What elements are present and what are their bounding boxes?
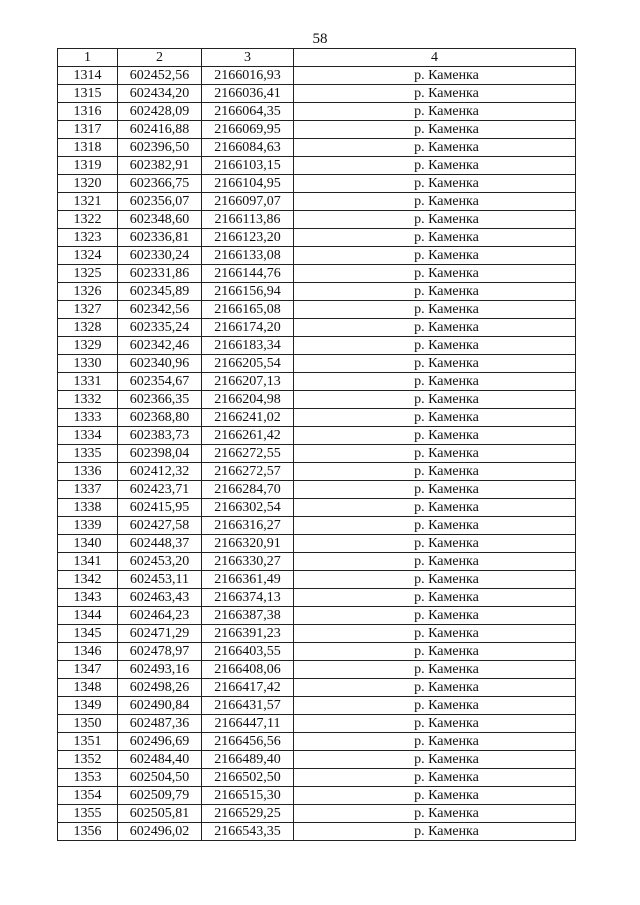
- table-row: [58, 553, 576, 571]
- object-name-cell: р. Каменка: [294, 337, 576, 355]
- x-coordinate-cell: 602509,79: [118, 787, 202, 805]
- point-number-cell: 1352: [58, 751, 118, 769]
- x-coordinate-cell: 602493,16: [118, 661, 202, 679]
- object-name-cell: р. Каменка: [294, 625, 576, 643]
- object-name-cell: р. Каменка: [294, 643, 576, 661]
- object-name-cell: р. Каменка: [294, 373, 576, 391]
- point-number-cell: 1321: [58, 193, 118, 211]
- y-coordinate-cell: 2166272,55: [202, 445, 294, 463]
- x-coordinate-cell: 602382,91: [118, 157, 202, 175]
- x-coordinate-cell: 602396,50: [118, 139, 202, 157]
- y-coordinate-cell: 2166069,95: [202, 121, 294, 139]
- y-coordinate-cell: 2166316,27: [202, 517, 294, 535]
- x-coordinate-cell: 602345,89: [118, 283, 202, 301]
- object-name-cell: р. Каменка: [294, 553, 576, 571]
- x-coordinate-cell: 602498,26: [118, 679, 202, 697]
- point-number-cell: 1343: [58, 589, 118, 607]
- object-name-cell: р. Каменка: [294, 751, 576, 769]
- table-row: [58, 463, 576, 481]
- table-body: [58, 67, 576, 841]
- x-coordinate-cell: 602478,97: [118, 643, 202, 661]
- object-name-cell: р. Каменка: [294, 283, 576, 301]
- coordinates-table: [57, 48, 576, 841]
- point-number-cell: 1344: [58, 607, 118, 625]
- y-coordinate-cell: 2166261,42: [202, 427, 294, 445]
- y-coordinate-cell: 2166241,02: [202, 409, 294, 427]
- x-coordinate-cell: 602336,81: [118, 229, 202, 247]
- table-row: [58, 355, 576, 373]
- point-number-cell: 1328: [58, 319, 118, 337]
- table-row: [58, 175, 576, 193]
- object-name-cell: р. Каменка: [294, 229, 576, 247]
- table-row: [58, 679, 576, 697]
- x-coordinate-cell: 602335,24: [118, 319, 202, 337]
- table-row: [58, 661, 576, 679]
- table-row: [58, 103, 576, 121]
- point-number-cell: 1331: [58, 373, 118, 391]
- object-name-cell: р. Каменка: [294, 355, 576, 373]
- x-coordinate-cell: 602453,20: [118, 553, 202, 571]
- x-coordinate-cell: 602463,43: [118, 589, 202, 607]
- y-coordinate-cell: 2166403,55: [202, 643, 294, 661]
- table-row: [58, 589, 576, 607]
- object-name-cell: р. Каменка: [294, 463, 576, 481]
- object-name-cell: р. Каменка: [294, 661, 576, 679]
- y-coordinate-cell: 2166408,06: [202, 661, 294, 679]
- point-number-cell: 1355: [58, 805, 118, 823]
- x-coordinate-cell: 602484,40: [118, 751, 202, 769]
- table-row: [58, 337, 576, 355]
- x-coordinate-cell: 602487,36: [118, 715, 202, 733]
- object-name-cell: р. Каменка: [294, 409, 576, 427]
- point-number-cell: 1349: [58, 697, 118, 715]
- x-coordinate-cell: 602366,35: [118, 391, 202, 409]
- page-number: 58: [312, 31, 328, 47]
- point-number-cell: 1323: [58, 229, 118, 247]
- x-coordinate-cell: 602452,56: [118, 67, 202, 85]
- y-coordinate-cell: 2166113,86: [202, 211, 294, 229]
- table-row: [58, 139, 576, 157]
- x-coordinate-cell: 602340,96: [118, 355, 202, 373]
- object-name-cell: р. Каменка: [294, 85, 576, 103]
- y-coordinate-cell: 2166447,11: [202, 715, 294, 733]
- object-name-cell: р. Каменка: [294, 715, 576, 733]
- x-coordinate-cell: 602464,23: [118, 607, 202, 625]
- y-coordinate-cell: 2166133,08: [202, 247, 294, 265]
- x-coordinate-cell: 602330,24: [118, 247, 202, 265]
- object-name-cell: р. Каменка: [294, 265, 576, 283]
- x-coordinate-cell: 602423,71: [118, 481, 202, 499]
- point-number-cell: 1339: [58, 517, 118, 535]
- table-row: [58, 535, 576, 553]
- point-number-cell: 1340: [58, 535, 118, 553]
- object-name-cell: р. Каменка: [294, 733, 576, 751]
- point-number-cell: 1327: [58, 301, 118, 319]
- y-coordinate-cell: 2166103,15: [202, 157, 294, 175]
- y-coordinate-cell: 2166064,35: [202, 103, 294, 121]
- point-number-cell: 1326: [58, 283, 118, 301]
- y-coordinate-cell: 2166361,49: [202, 571, 294, 589]
- x-coordinate-cell: 602348,60: [118, 211, 202, 229]
- x-coordinate-cell: 602342,56: [118, 301, 202, 319]
- object-name-cell: р. Каменка: [294, 445, 576, 463]
- y-coordinate-cell: 2166391,23: [202, 625, 294, 643]
- point-number-cell: 1330: [58, 355, 118, 373]
- point-number-cell: 1319: [58, 157, 118, 175]
- table-row: [58, 301, 576, 319]
- x-coordinate-cell: 602412,32: [118, 463, 202, 481]
- y-coordinate-cell: 2166205,54: [202, 355, 294, 373]
- table-row: [58, 823, 576, 841]
- table-row: [58, 805, 576, 823]
- point-number-cell: 1318: [58, 139, 118, 157]
- object-name-cell: р. Каменка: [294, 571, 576, 589]
- y-coordinate-cell: 2166489,40: [202, 751, 294, 769]
- object-name-cell: р. Каменка: [294, 157, 576, 175]
- x-coordinate-cell: 602428,09: [118, 103, 202, 121]
- table-row: [58, 229, 576, 247]
- table-row: [58, 499, 576, 517]
- point-number-cell: 1324: [58, 247, 118, 265]
- table-row: [58, 697, 576, 715]
- object-name-cell: р. Каменка: [294, 391, 576, 409]
- point-number-cell: 1314: [58, 67, 118, 85]
- point-number-cell: 1354: [58, 787, 118, 805]
- y-coordinate-cell: 2166156,94: [202, 283, 294, 301]
- object-name-cell: р. Каменка: [294, 589, 576, 607]
- table-row: [58, 283, 576, 301]
- x-coordinate-cell: 602504,50: [118, 769, 202, 787]
- y-coordinate-cell: 2166387,38: [202, 607, 294, 625]
- object-name-cell: р. Каменка: [294, 679, 576, 697]
- point-number-cell: 1356: [58, 823, 118, 841]
- object-name-cell: р. Каменка: [294, 301, 576, 319]
- y-coordinate-cell: 2166272,57: [202, 463, 294, 481]
- point-number-cell: 1351: [58, 733, 118, 751]
- column-header-4: 4: [294, 49, 576, 67]
- object-name-cell: р. Каменка: [294, 607, 576, 625]
- x-coordinate-cell: 602448,37: [118, 535, 202, 553]
- point-number-cell: 1342: [58, 571, 118, 589]
- point-number-cell: 1347: [58, 661, 118, 679]
- object-name-cell: р. Каменка: [294, 823, 576, 841]
- table-row: [58, 481, 576, 499]
- y-coordinate-cell: 2166320,91: [202, 535, 294, 553]
- y-coordinate-cell: 2166144,76: [202, 265, 294, 283]
- table-row: [58, 67, 576, 85]
- y-coordinate-cell: 2166207,13: [202, 373, 294, 391]
- y-coordinate-cell: 2166104,95: [202, 175, 294, 193]
- point-number-cell: 1332: [58, 391, 118, 409]
- object-name-cell: р. Каменка: [294, 697, 576, 715]
- object-name-cell: р. Каменка: [294, 787, 576, 805]
- point-number-cell: 1333: [58, 409, 118, 427]
- table-row: [58, 193, 576, 211]
- table-row: [58, 643, 576, 661]
- table-row: [58, 409, 576, 427]
- y-coordinate-cell: 2166165,08: [202, 301, 294, 319]
- x-coordinate-cell: 602342,46: [118, 337, 202, 355]
- table-row: [58, 571, 576, 589]
- point-number-cell: 1353: [58, 769, 118, 787]
- table-row: [58, 445, 576, 463]
- x-coordinate-cell: 602496,02: [118, 823, 202, 841]
- y-coordinate-cell: 2166374,13: [202, 589, 294, 607]
- x-coordinate-cell: 602505,81: [118, 805, 202, 823]
- point-number-cell: 1334: [58, 427, 118, 445]
- y-coordinate-cell: 2166456,56: [202, 733, 294, 751]
- point-number-cell: 1348: [58, 679, 118, 697]
- object-name-cell: р. Каменка: [294, 121, 576, 139]
- object-name-cell: р. Каменка: [294, 175, 576, 193]
- column-header-2: 2: [118, 49, 202, 67]
- x-coordinate-cell: 602398,04: [118, 445, 202, 463]
- table-row: [58, 121, 576, 139]
- object-name-cell: р. Каменка: [294, 769, 576, 787]
- x-coordinate-cell: 602416,88: [118, 121, 202, 139]
- object-name-cell: р. Каменка: [294, 67, 576, 85]
- x-coordinate-cell: 602366,75: [118, 175, 202, 193]
- table-row: [58, 751, 576, 769]
- x-coordinate-cell: 602354,67: [118, 373, 202, 391]
- table-header-row: [58, 49, 576, 67]
- x-coordinate-cell: 602331,86: [118, 265, 202, 283]
- object-name-cell: р. Каменка: [294, 319, 576, 337]
- table-row: [58, 733, 576, 751]
- table-row: [58, 265, 576, 283]
- x-coordinate-cell: 602453,11: [118, 571, 202, 589]
- y-coordinate-cell: 2166330,27: [202, 553, 294, 571]
- object-name-cell: р. Каменка: [294, 499, 576, 517]
- table-row: [58, 787, 576, 805]
- table-row: [58, 517, 576, 535]
- point-number-cell: 1346: [58, 643, 118, 661]
- y-coordinate-cell: 2166016,93: [202, 67, 294, 85]
- x-coordinate-cell: 602383,73: [118, 427, 202, 445]
- object-name-cell: р. Каменка: [294, 805, 576, 823]
- object-name-cell: р. Каменка: [294, 481, 576, 499]
- y-coordinate-cell: 2166036,41: [202, 85, 294, 103]
- y-coordinate-cell: 2166084,63: [202, 139, 294, 157]
- x-coordinate-cell: 602368,80: [118, 409, 202, 427]
- y-coordinate-cell: 2166123,20: [202, 229, 294, 247]
- y-coordinate-cell: 2166502,50: [202, 769, 294, 787]
- object-name-cell: р. Каменка: [294, 193, 576, 211]
- table-row: [58, 391, 576, 409]
- point-number-cell: 1322: [58, 211, 118, 229]
- object-name-cell: р. Каменка: [294, 103, 576, 121]
- table-row: [58, 247, 576, 265]
- x-coordinate-cell: 602356,07: [118, 193, 202, 211]
- point-number-cell: 1336: [58, 463, 118, 481]
- table-row: [58, 769, 576, 787]
- table-row: [58, 427, 576, 445]
- x-coordinate-cell: 602434,20: [118, 85, 202, 103]
- y-coordinate-cell: 2166431,57: [202, 697, 294, 715]
- point-number-cell: 1338: [58, 499, 118, 517]
- point-number-cell: 1337: [58, 481, 118, 499]
- y-coordinate-cell: 2166097,07: [202, 193, 294, 211]
- table-row: [58, 625, 576, 643]
- y-coordinate-cell: 2166284,70: [202, 481, 294, 499]
- point-number-cell: 1315: [58, 85, 118, 103]
- y-coordinate-cell: 2166529,25: [202, 805, 294, 823]
- point-number-cell: 1350: [58, 715, 118, 733]
- y-coordinate-cell: 2166302,54: [202, 499, 294, 517]
- point-number-cell: 1335: [58, 445, 118, 463]
- x-coordinate-cell: 602471,29: [118, 625, 202, 643]
- column-header-1: 1: [58, 49, 118, 67]
- y-coordinate-cell: 2166417,42: [202, 679, 294, 697]
- table-row: [58, 157, 576, 175]
- table-row: [58, 607, 576, 625]
- object-name-cell: р. Каменка: [294, 139, 576, 157]
- point-number-cell: 1317: [58, 121, 118, 139]
- x-coordinate-cell: 602496,69: [118, 733, 202, 751]
- table-row: [58, 373, 576, 391]
- x-coordinate-cell: 602427,58: [118, 517, 202, 535]
- table-row: [58, 211, 576, 229]
- point-number-cell: 1325: [58, 265, 118, 283]
- x-coordinate-cell: 602415,95: [118, 499, 202, 517]
- y-coordinate-cell: 2166204,98: [202, 391, 294, 409]
- column-header-3: 3: [202, 49, 294, 67]
- object-name-cell: р. Каменка: [294, 211, 576, 229]
- y-coordinate-cell: 2166543,35: [202, 823, 294, 841]
- point-number-cell: 1320: [58, 175, 118, 193]
- point-number-cell: 1329: [58, 337, 118, 355]
- object-name-cell: р. Каменка: [294, 247, 576, 265]
- point-number-cell: 1316: [58, 103, 118, 121]
- table-row: [58, 85, 576, 103]
- point-number-cell: 1345: [58, 625, 118, 643]
- x-coordinate-cell: 602490,84: [118, 697, 202, 715]
- object-name-cell: р. Каменка: [294, 517, 576, 535]
- table-row: [58, 319, 576, 337]
- y-coordinate-cell: 2166174,20: [202, 319, 294, 337]
- point-number-cell: 1341: [58, 553, 118, 571]
- y-coordinate-cell: 2166183,34: [202, 337, 294, 355]
- y-coordinate-cell: 2166515,30: [202, 787, 294, 805]
- object-name-cell: р. Каменка: [294, 535, 576, 553]
- object-name-cell: р. Каменка: [294, 427, 576, 445]
- table-row: [58, 715, 576, 733]
